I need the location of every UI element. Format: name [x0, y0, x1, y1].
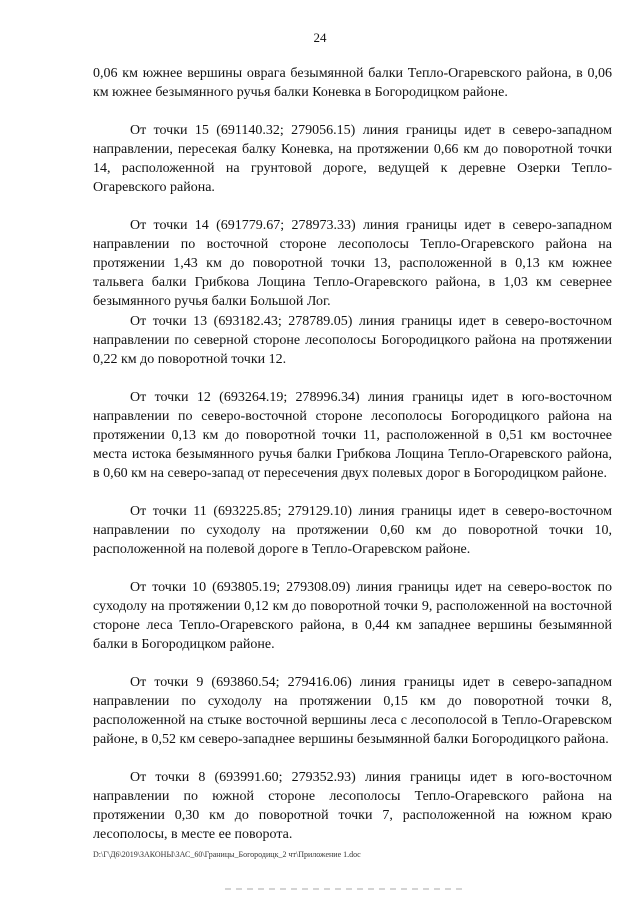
paragraph-point-15: От точки 15 (691140.32; 279056.15) линия границы идет в северо-западном направлении, пересекая балку Коневка, на протяжении 0,66 км до поворотной точки 14, расположенной на грунтовой дороге, ведущей к деревне Озерки Тепло-Огаревского района. [93, 123, 612, 195]
paragraph-point-13: От точки 13 (693182.43; 278789.05) линия границы идет в северо-восточном направлении по северной стороне лесополосы Богородицкого района на протяжении 0,22 км до поворотной точки 12. [93, 314, 612, 367]
scan-artifact-line [225, 888, 465, 890]
paragraph-point-10: От точки 10 (693805.19; 279308.09) линия границы идет на северо-восток по суходолу на протяжении 0,12 км до поворотной точки 9, расположенной на восточной стороне леса Тепло-Огаревского района, в 0,44 км западнее вершины безымянной балки в Богородицком районе. [93, 580, 612, 652]
paragraph-point-8: От точки 8 (693991.60; 279352.93) линия границы идет в юго-восточном направлении по южной стороне лесополосы Тепло-Огаревского района на протяжении 0,30 км до поворотной точки 7, расположенной на южном краю лесополосы, в месте ее поворота. [93, 770, 612, 842]
paragraph-point-14: От точки 14 (691779.67; 278973.33) линия границы идет в северо-западном направлении по восточной стороне лесополосы Тепло-Огаревского района на протяжении 1,43 км до поворотной точки 13, расположенной в 0,13 км южнее тальвега балки Грибкова Лощина Тепло-Огаревского района, в 1,03 км севернее безымянного ручья балки Большой Лог. [93, 218, 612, 309]
page-number: 24 [313, 30, 327, 45]
paragraph-point-9: От точки 9 (693860.54; 279416.06) линия границы идет в северо-западном направлении по суходолу на протяжении 0,15 км до поворотной точки 8, расположенной на стыке восточной вершины леса с лесополосой в Тепло-Огаревском районе, в 0,52 км северо-западнее вершины безымянной балки Богородицкого района. [93, 675, 612, 747]
paragraph-point-11: От точки 11 (693225.85; 279129.10) линия границы идет в северо-восточном направлении по суходолу на протяжении 0,60 км до поворотной точки 10, расположенной на полевой дороге в Тепло-Огаревском районе. [93, 504, 612, 557]
document-body [93, 64, 612, 844]
footer-file-path: D:\Г\Д6\2019\ЗАКОНЫ\ЗАС_60\Границы_Богородицк_2 чт\Приложение 1.doc [93, 850, 361, 859]
paragraph-continuation: 0,06 км южнее вершины оврага безымянной балки Тепло-Огаревского района, в 0,06 км южнее безымянного ручья балки Коневка в Богородицком районе. [93, 66, 612, 100]
paragraph-point-12: От точки 12 (693264.19; 278996.34) линия границы идет в юго-восточном направлении по северо-восточной стороне лесополосы Богородицкого района на протяжении 0,13 км до поворотной точки 11, расположенной в 0,51 км восточнее места истока безымянного ручья балки Грибкова Лощина Тепло-Огаревского района, в 0,60 км на северо-запад от пересечения двух полевых дорог в Богородицком районе. [93, 390, 612, 481]
